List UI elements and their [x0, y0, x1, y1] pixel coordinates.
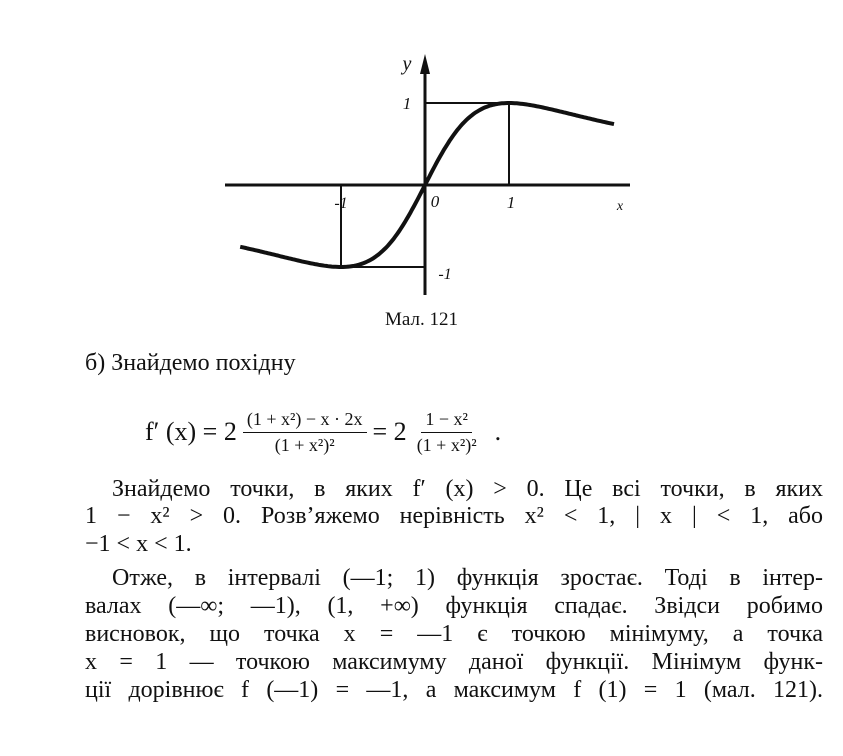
fraction-2	[413, 409, 481, 456]
paragraph-2-line-3: висновок, що точка x = —1 є точкою мінімуму, а точка	[85, 621, 823, 647]
tick-y-pos: 1	[402, 94, 412, 113]
fraction-2-denominator: (1 + x²)²	[416, 434, 477, 455]
tick-y-neg: -1	[438, 266, 452, 283]
paragraph-2-line-2: валах (—∞; —1), (1, +∞) функція спадає. Звідси робимо	[85, 593, 823, 619]
fraction-1	[243, 409, 367, 456]
function-graph	[200, 40, 660, 310]
intro-line: б) Знайдемо похідну	[85, 350, 296, 376]
fraction-1-numerator: (1 + x²) − x · 2x	[243, 409, 367, 433]
formula-mid: = 2	[372, 417, 407, 446]
paragraph-1-line-2: 1 − x² > 0. Розв’яжемо нерівність x² < 1, | x | < 1, або	[85, 503, 823, 529]
paragraph-2-line-4: x = 1 — точкою максимуму даної функції. Мінімум функ-	[85, 649, 823, 675]
paragraph-1-line-3: −1 < x < 1.	[85, 531, 192, 557]
x-axis-label: x	[616, 199, 624, 214]
tick-origin: 0	[430, 192, 440, 211]
formula-end: .	[494, 417, 502, 446]
fraction-1-denominator: (1 + x²)²	[274, 434, 335, 455]
formula-lhs: f′ (x) = 2	[145, 417, 237, 446]
figure-caption: Мал. 121	[385, 309, 458, 330]
axis-labels	[334, 53, 624, 283]
fraction-2-numerator: 1 − x²	[421, 409, 472, 433]
paragraph-2-line-1: Отже, в інтервалі (—1; 1) функція зростає. Тоді в інтер-	[112, 565, 823, 591]
tick-x-pos: 1	[506, 193, 516, 212]
paragraph-2-line-5: ції дорівнює f (—1) = —1, а максимум f (1) = 1 (мал. 121).	[85, 677, 823, 703]
y-axis-arrow-icon	[420, 54, 430, 74]
derivative-formula	[145, 394, 501, 470]
y-axis-label: y	[402, 53, 412, 75]
tick-x-neg: -1	[334, 195, 348, 212]
paragraph-1-line-1: Знайдемо точки, в яких f′ (x) > 0. Це всі точки, в яких	[112, 476, 823, 502]
